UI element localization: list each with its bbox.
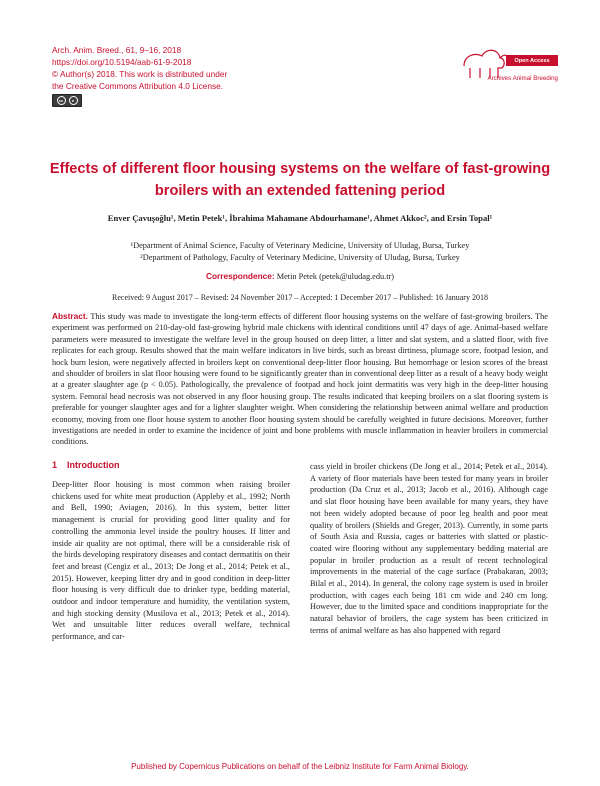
abstract-text: This study was made to investigate the long-term effects of different floor housing systems on the welfare of fast-growing broilers. The experiment was performed on 210-day-old fast-growing hybrid male chickens with identical conditions until 47 days of age. Animal-based welfare parameters were measured to investigate the welfare level in the group housed on deep litter, a litter and slat system, and a slatted floor, with five replicates for each group. Results showed that the main welfare indicators in live birds, such as breast dirtiness, plumage score, footpad lesion, and hock burn lesion, were negatively affected in broilers kept on conventional deep-litter floor housing. But hemorrhage or lesion scores of the breast and shoulder of broilers in slat floor housing were found to be significantly greater than in conventional deep litter as a result of a heavy body weight at a greater slaughter age (p < 0.05). Pathologically, the prevalence of footpad and hock joint dermatitis was very high in the deep-litter housing system. Femoral head necrosis was not observed in any floor housing group. The results indicated that keeping broilers on a slat flooring system is preferable for younger slaughter ages and for a lighter slaughter weight. When considering the relationship between animal welfare and production economy, moving from one floor house system to another floor housing system should be carefully weighted in future decisions. Moreover, further investigations are needed in order to examine the incidence of joint and bone problems with muscle inflammation in heavier broilers in commercial conditions.: [52, 312, 548, 447]
abstract-label: Abstract.: [52, 311, 88, 321]
open-access-badge: Open Access: [506, 55, 558, 66]
journal-name: Archives Animal Breeding: [487, 75, 558, 82]
cc-icon: cc: [57, 96, 66, 105]
author-list: Enver Çavuşoğlu¹, Metin Petek¹, İbrahima Mahamane Abdourhamane¹, Ahmet Akkoc², and Ersin Topal¹: [107, 213, 493, 223]
body-text-left-column: Deep-litter floor housing is most common when raising broiler chickens used for white meat production (Appleby et al., 1992; North and Bell, 1990; Aviagen, 2016). In this system, better litter management is crucial for providing good litter quality and for controlling the ammonia level inside the poultry houses. If litter and inside air quality are not optimal, there will be a considerable risk of the birds developing respiratory diseases and contact dermatitis on their feet and breast (Cengiz et al., 2013; De Jong et al., 2014; Petek et al., 2015). However, keeping litter dry and in good condition in deep-litter floor housing is very difficult due to drinker type, bedding material, outdoor and indoor temperature and humidity, the ventilation system, and high stocking density (Musilova et al., 2013; Petek et al., 2014). Wet and unsuitable litter reduces overall welfare, technical performance, and car-: [52, 480, 291, 642]
copyright-line: © Author(s) 2018. This work is distributed under: [52, 69, 228, 79]
doi-link[interactable]: https://doi.org/10.5194/aab-61-9-2018: [52, 57, 192, 67]
correspondence: [60, 271, 540, 281]
publication-dates: Received: 9 August 2017 – Revised: 24 November 2017 – Accepted: 1 December 2017 – Published: 16 January 2018: [112, 293, 488, 302]
body-text-right-column: cass yield in broiler chickens (De Jong et al., 2014; Petek et al., 2014). A variety of floor materials have been tested for many years in broiler production (Da Cruz et al., 2013; Jacob et al., 2016). Although cage and slat floor housing have been available for many years, they have not been widely adopted because of poor leg health and poor meat quality of broilers (Shields and Greger, 2013). Currently, in some parts of South Asia and Russia, cages or batteries with slatted or plastic-coated wire flooring without any supplementary bedding material are popular in broiler production as a result of recent technological improvements in the material of the cage surface (Prabakaran, 2003; Bilal et al., 2014). In general, the colony cage system is used in broiler production, with cages each being 181 cm wide and 240 cm long. However, due to the limited space and conditions inappropriate for the natural behavior of broilers, the cage system has been criticized in terms of animal welfare as has also happened with regard: [310, 462, 548, 635]
publisher-footer: Published by Copernicus Publications on behalf of the Leibniz Institute for Farm Animal Biology.: [131, 762, 469, 771]
citation: Arch. Anim. Breed., 61, 9–16, 2018: [52, 45, 182, 55]
abstract: [52, 311, 548, 448]
license-line[interactable]: the Creative Commons Attribution 4.0 License.: [52, 81, 224, 91]
section-title: Introduction: [67, 460, 120, 470]
citation-block: [52, 44, 227, 92]
affiliations: [60, 240, 540, 263]
by-person-icon: ●: [69, 96, 78, 105]
affiliation-2: ²Department of Pathology, Faculty of Veterinary Medicine, University of Uludag, Bursa, Turkey: [140, 252, 460, 262]
correspondence-contact[interactable]: Metin Petek (petek@uludag.edu.tr): [276, 272, 395, 281]
affiliation-1: ¹Department of Animal Science, Faculty of Veterinary Medicine, University of Uludag, Bursa, Turkey: [130, 241, 470, 250]
correspondence-label: Correspondence:: [205, 271, 275, 281]
section-heading-introduction: [52, 460, 120, 470]
cc-by-license-icon[interactable]: [52, 94, 82, 107]
article-title: Effects of different floor housing systems on the welfare of fast-growing broilers with an extended fattening period: [49, 161, 551, 199]
section-number: 1: [52, 460, 58, 470]
